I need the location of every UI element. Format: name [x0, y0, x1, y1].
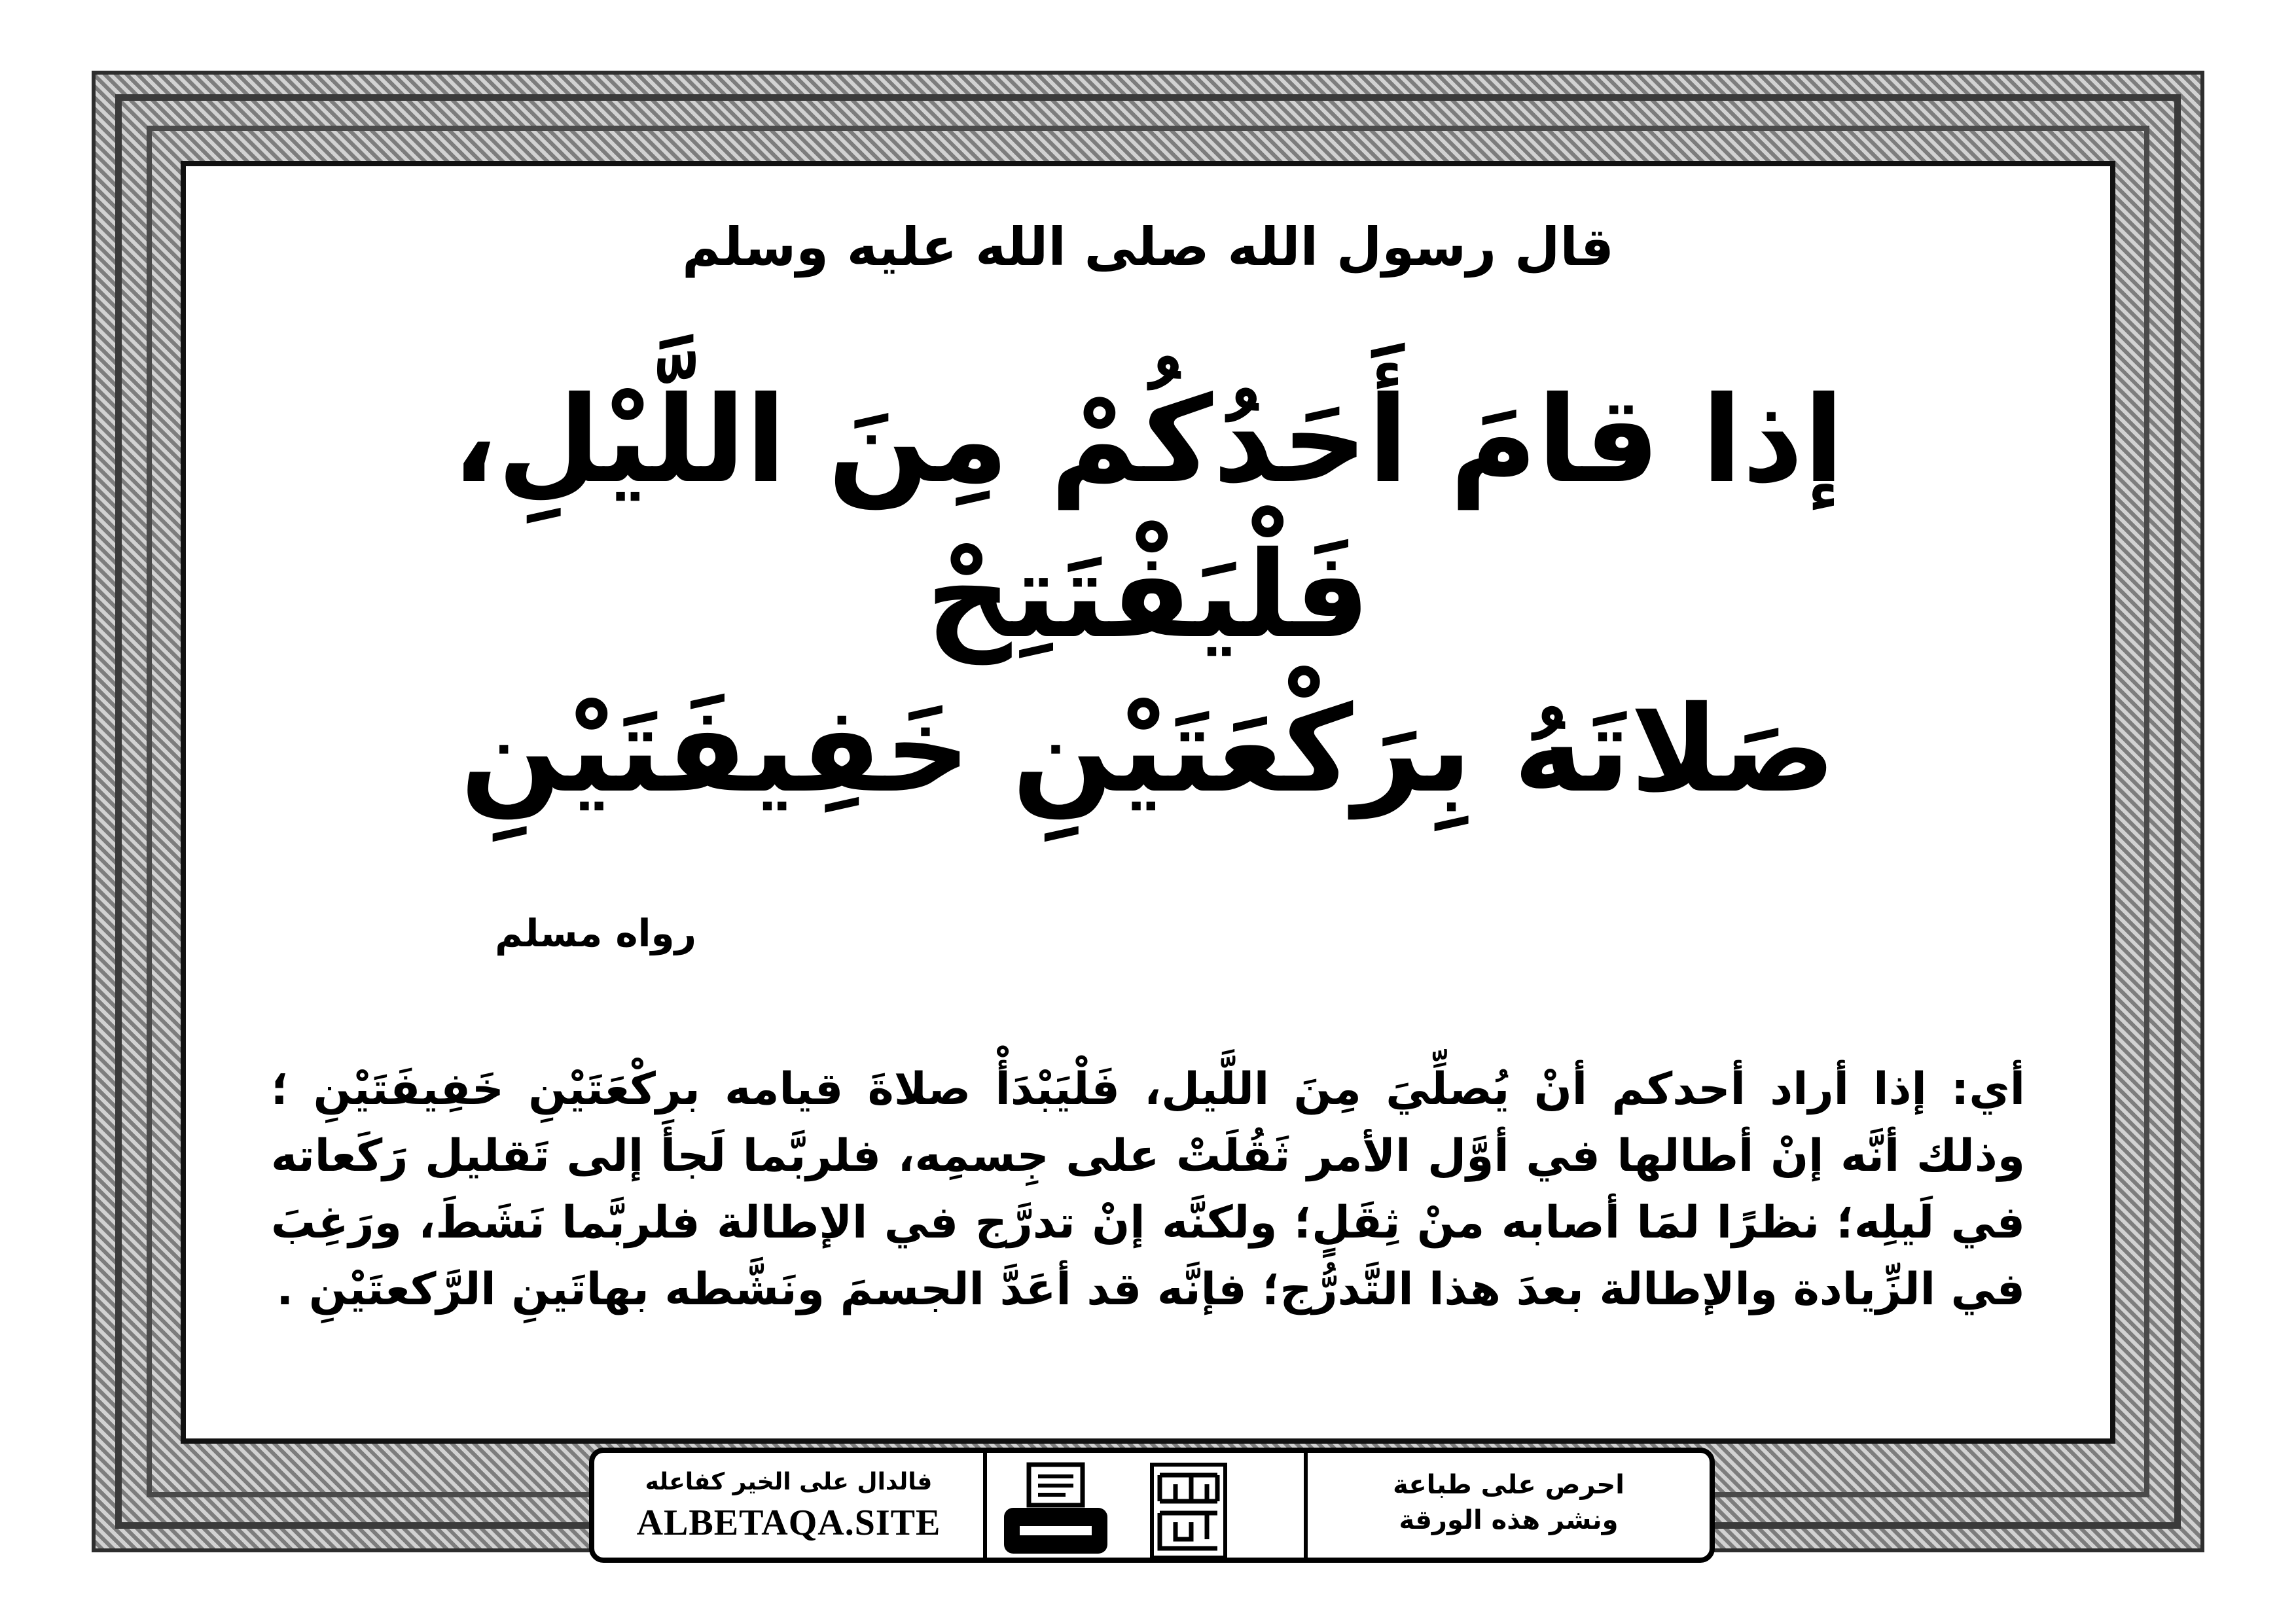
hadith-line-2: صَلاتَهُ بِرَكْعَتَيْنِ خَفِيفَتَيْنِ [460, 680, 1836, 819]
footer-site-block [594, 1453, 987, 1558]
footer-note-line-2: ونشر هذه الورقة [1399, 1505, 1619, 1535]
hadith-line-1: إذا قامَ أَحَدُكُمْ مِنَ اللَّيْلِ، فَلْيَفْتَتِحْ [452, 370, 1844, 664]
hadith-source: رواه مسلم [495, 911, 696, 955]
footer-slogan: فالدال على الخير كفاعله [645, 1469, 933, 1495]
footer-note-line-1: احرص على طباعة [1393, 1470, 1624, 1500]
content-panel [181, 161, 2115, 1444]
printer-icon [1000, 1461, 1111, 1559]
intro-heading: قال رسول الله صلى الله عليه وسلم [682, 217, 1614, 277]
footer-site-link[interactable]: ALBETAQA.SITE [636, 1503, 941, 1543]
explanation-paragraph: أي: إذا أراد أحدكم أنْ يُصلِّيَ مِنَ اللَّيل، فَلْيَبْدَأْ صلاةَ قيامه بركْعَتَيْنِ خَفِيفَتَيْنِ ؛ وذلك أنَّه إنْ أطالها في أوَّل الأمر ثَقُلَتْ على جِسمِه، فلربَّما لَجأَ إلى تَقليل رَكَعاته في لَيلِه؛ نظرًا لمَا أصابه منْ ثِقَلٍ؛ ولكنَّه إنْ تدرَّج في الإطالة فلربَّما نَشَطَ، ورَغِبَ في الزِّيادة والإطالة بعدَ هذا التَّدرُّج؛ فإنَّه قد أعَدَّ الجسمَ ونَشَّطه بهاتَينِ الرَّكعتَيْنِ . [271, 1063, 2025, 1315]
footer-bar [589, 1448, 1715, 1563]
dawatuk-logo [1149, 1462, 1228, 1560]
footer-print-note [1304, 1453, 1710, 1558]
hadith-text [284, 363, 2012, 827]
